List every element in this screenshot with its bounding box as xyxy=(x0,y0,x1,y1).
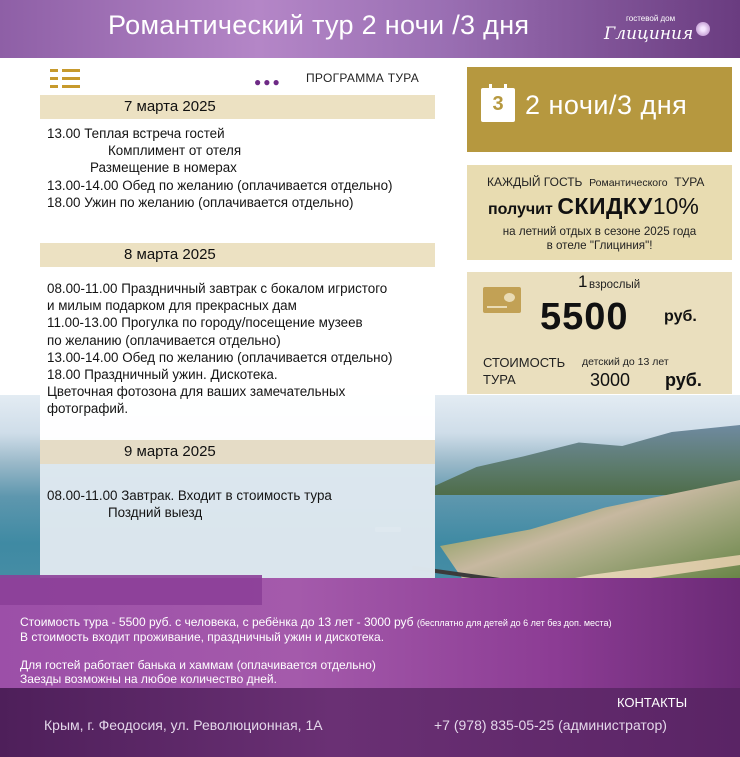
child-currency: руб. xyxy=(665,370,702,390)
day-2-bar xyxy=(40,243,435,267)
promo-discount-value: 10% xyxy=(652,193,699,219)
adult-label: взрослый xyxy=(589,279,641,291)
contacts-label: КОНТАКТЫ xyxy=(617,695,688,710)
program-label: ПРОГРАММА ТУРА xyxy=(306,71,420,85)
schedule-line: Комплимент от отеля xyxy=(108,143,242,159)
schedule-line: 13.00-14.00 Обед по желанию (оплачивается отдельно) xyxy=(47,349,393,365)
promo-text: в отеле "Глициния"! xyxy=(546,239,653,252)
info-line: В стоимость входит проживание, праздничный ужин и дискотека. xyxy=(20,630,385,644)
info-text xyxy=(20,615,612,686)
card-icon xyxy=(483,287,521,313)
adult-currency: руб. xyxy=(664,308,697,325)
day-3-schedule xyxy=(47,487,442,521)
hotel-logo xyxy=(596,8,716,52)
day-3-date: 9 марта 2025 xyxy=(124,443,216,460)
list-icon xyxy=(50,68,80,90)
cost-label-line: ТУРА xyxy=(483,372,516,387)
promo-text: ТУРА xyxy=(674,175,705,189)
schedule-line: 13.00 Теплая встреча гостей xyxy=(47,126,225,141)
promo-text: КАЖДЫЙ ГОСТЬ xyxy=(487,175,583,189)
schedule-line: Цветочная фотозона для ваших замечательных xyxy=(47,384,346,400)
address: Крым, г. Феодосия, ул. Революционная, 1А xyxy=(44,717,323,733)
child-label: детский до 13 лет xyxy=(582,356,669,368)
logo-subtitle: гостевой дом xyxy=(626,14,676,23)
day-1-bar xyxy=(40,95,435,119)
schedule-line: 08.00-11.00 Праздничный завтрак с бокалом игристого xyxy=(47,281,388,296)
promo-text: Романтического xyxy=(589,177,668,189)
adult-price: 5500 xyxy=(540,296,629,338)
day-1-date: 7 марта 2025 xyxy=(124,98,216,115)
promo-line-3 xyxy=(467,225,732,253)
info-line: Для гостей работает банька и хаммам (оплачивается отдельно) xyxy=(20,658,376,672)
flower-icon xyxy=(696,22,710,36)
logo-name: Глициния xyxy=(604,24,694,44)
day-1-schedule xyxy=(47,125,442,211)
info-price-note: (бесплатно для детей до 6 лет без доп. места) xyxy=(416,618,612,628)
schedule-line: 08.00-11.00 Завтрак. Входит в стоимость тура xyxy=(47,488,332,503)
schedule-line: Поздний выезд xyxy=(108,505,203,521)
child-price: 3000 xyxy=(590,370,631,390)
schedule-line: фотографий. xyxy=(47,401,129,417)
page-title: Романтический тур 2 ночи /3 дня xyxy=(108,10,530,40)
day-2-date: 8 марта 2025 xyxy=(124,246,216,263)
header-banner xyxy=(0,0,740,58)
nights-text: 2 ночи/3 дня xyxy=(525,90,688,120)
calendar-icon xyxy=(481,88,515,122)
schedule-line: 18.00 Праздничный ужин. Дискотека. xyxy=(47,367,278,383)
cost-label-line: СТОИМОСТЬ xyxy=(483,355,566,370)
schedule-line: 11.00-13.00 Прогулка по городу/посещение музеев xyxy=(47,315,363,331)
schedule-line: 13.00-14.00 Обед по желанию (оплачивается отдельно) xyxy=(47,177,393,193)
phone-number[interactable]: +7 (978) 835-05-25 (администратор) xyxy=(434,717,667,733)
promo-text: на летний отдых в сезоне 2025 года xyxy=(502,225,697,238)
promo-text: получит xyxy=(488,201,553,218)
calendar-number: 3 xyxy=(492,93,504,115)
adult-count: 1 xyxy=(578,272,588,291)
schedule-line: и милым подарком для прекрасных дам xyxy=(47,298,297,314)
cost-label xyxy=(483,354,565,388)
promo-line-2 xyxy=(488,193,699,220)
schedule-line: Размещение в номерах xyxy=(90,160,237,176)
day-3-bar xyxy=(40,440,435,464)
info-line xyxy=(20,615,612,630)
day-2-schedule xyxy=(47,280,442,418)
schedule-line: по желанию (оплачивается отдельно) xyxy=(47,332,281,348)
promo-discount-label: СКИДКУ xyxy=(557,193,653,219)
dots-icon: ●●● xyxy=(254,75,282,89)
promo-line-1 xyxy=(487,175,704,189)
schedule-line: 18.00 Ужин по желанию (оплачивается отдельно) xyxy=(47,194,354,210)
info-line: Заезды возможны на любое количество дней. xyxy=(20,672,277,686)
info-band-tab xyxy=(0,575,262,605)
info-price-text: Стоимость тура - 5500 руб. с человека, с ребёнка до 13 лет - 3000 руб xyxy=(20,615,414,629)
